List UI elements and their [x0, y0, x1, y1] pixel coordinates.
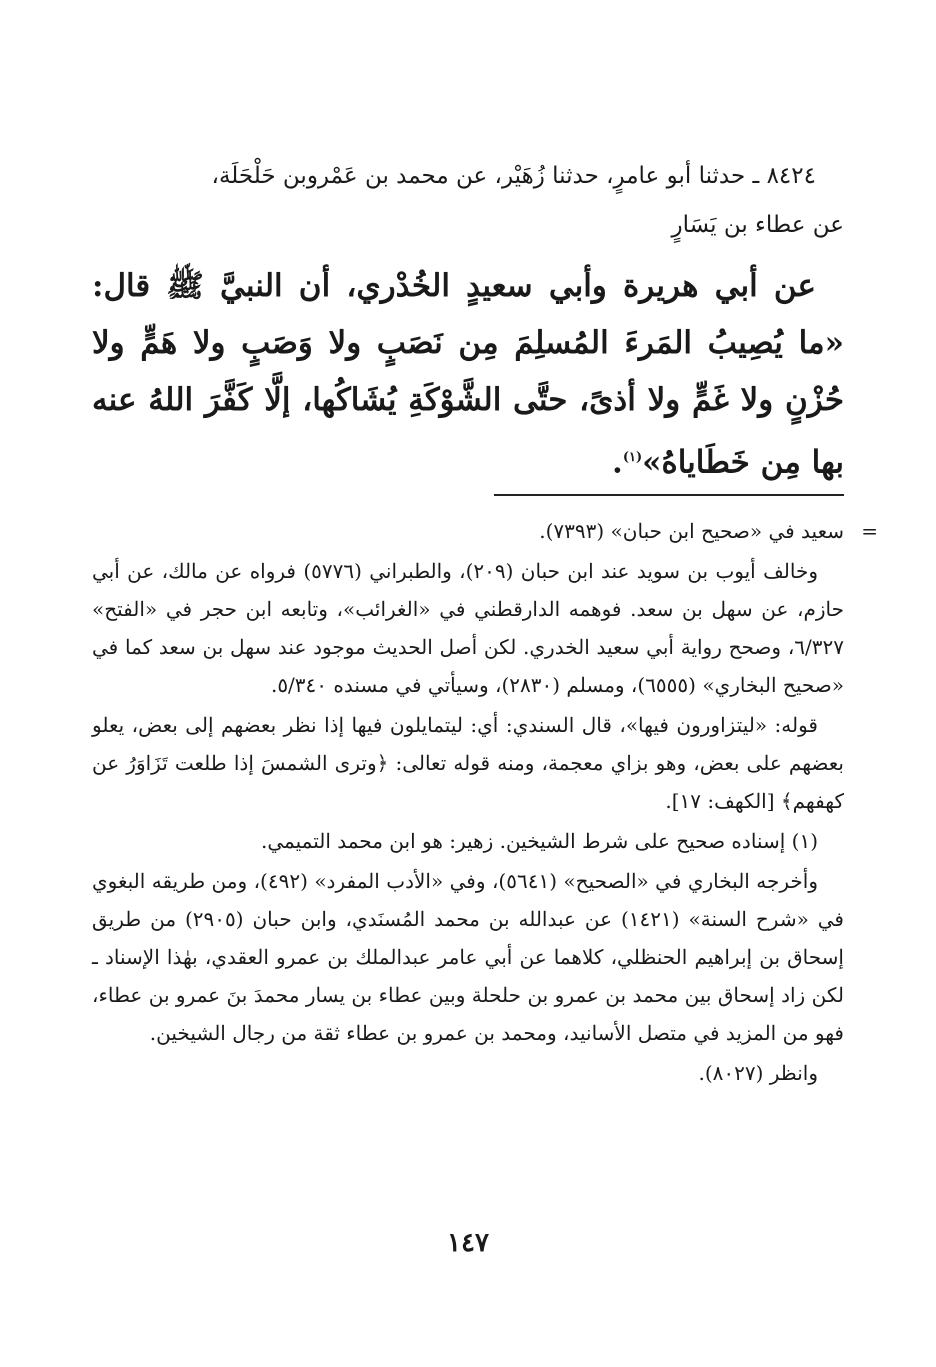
continuation-mark: =	[861, 519, 878, 543]
hadith-body: عن أبي هريرة وأبي سعيدٍ الخُدْري، أن النبيَّ ﷺ قال: «ما يُصِيبُ المَرءَ المُسلِمَ مِن نَصَبٍ ولا وَصَبٍ ولا هَمٍّ ولا حُزْنٍ ولا غَمٍّ ولا أذىً، حتَّى الشَّوْكَةِ يُشَاكُها، إلَّا كَفَّرَ اللهُ عنه بها مِن خَطَاياهُ»	[92, 268, 844, 481]
isnad-line-2: عن عطاء بن يَسَارٍ	[671, 212, 844, 238]
footnote-paragraph-1: وخالف أيوب بن سويد عند ابن حبان (٢٠٩)، والطبراني (٥٧٧٦) فرواه عن مالك، عن أبي حازم، عن سهل بن سعد. فوهمه الدارقطني في «الغرائب»، وتابعه ابن حجر في «الفتح» ٦/٣٢٧، وصحح رواية أبي سعيد الخدري. لكن أصل الحديث موجود عند سهل بن سعد كما في «صحيح البخاري» (٦٥٥٥)، ومسلم (٢٨٣٠)، وسيأتي في مسنده ٥/٣٤٠.	[92, 559, 844, 697]
footnote-1: (١) إسناده صحيح على شرط الشيخين. زهير: هو ابن محمد التميمي.	[261, 829, 818, 853]
footnote-divider	[494, 494, 844, 496]
hadith-end-mark: .	[612, 444, 623, 481]
footnote-paragraph-5: وانظر (٨٠٢٧).	[698, 1061, 818, 1085]
isnad-line-1: ٨٤٢٤ ـ حدثنا أبو عامرٍ، حدثنا زُهَيْر، عن محمد بن عَمْروبن حَلْحَلَة،	[211, 163, 816, 189]
continuation-text: سعيد في «صحيح ابن حبان» (٧٣٩٣).	[539, 519, 844, 543]
page-number: ١٤٧	[447, 1228, 489, 1258]
isnad-chain	[92, 152, 844, 250]
hadith-text	[92, 258, 844, 491]
footnote-paragraph-2: قوله: «ليتزاورون فيها»، قال السندي: أي: ليتمايلون فيها إذا نظر بعضهم إلى بعض، يعلو بعضهم على بعض، وهو بزاي معجمة، ومنه قوله تعالى: ﴿وترى الشمسَ إذا طلعت تَزَاوَرُ عن كهفهم﴾ [الكهف: ١٧].	[92, 713, 844, 813]
footnote-reference: (١)	[622, 450, 643, 465]
footnote-paragraph-4: وأخرجه البخاري في «الصحيح» (٥٦٤١)، وفي «الأدب المفرد» (٤٩٢)، ومن طريقه البغوي في «شرح السنة» (١٤٢١) عن عبدالله بن محمد المُسنَدي، وابن حبان (٢٩٠٥) من طريق إسحاق بن إبراهيم الحنظلي، كلاهما عن أبي عامر عبدالملك بن عمرو العقدي، بهٰذا الإسناد ـ لكن زاد إسحاق بين محمد بن عمرو بن حلحلة وبين عطاء بن يسار محمدَ بنَ عمرو بن عطاء، فهو من المزيد في متصل الأسانيد، ومحمد بن عمرو بن عطاء ثقة من رجال الشيخين.	[92, 869, 844, 1045]
footnotes-section	[92, 512, 878, 1094]
hadith-paragraph	[92, 258, 844, 491]
footnote-continuation	[92, 512, 878, 550]
